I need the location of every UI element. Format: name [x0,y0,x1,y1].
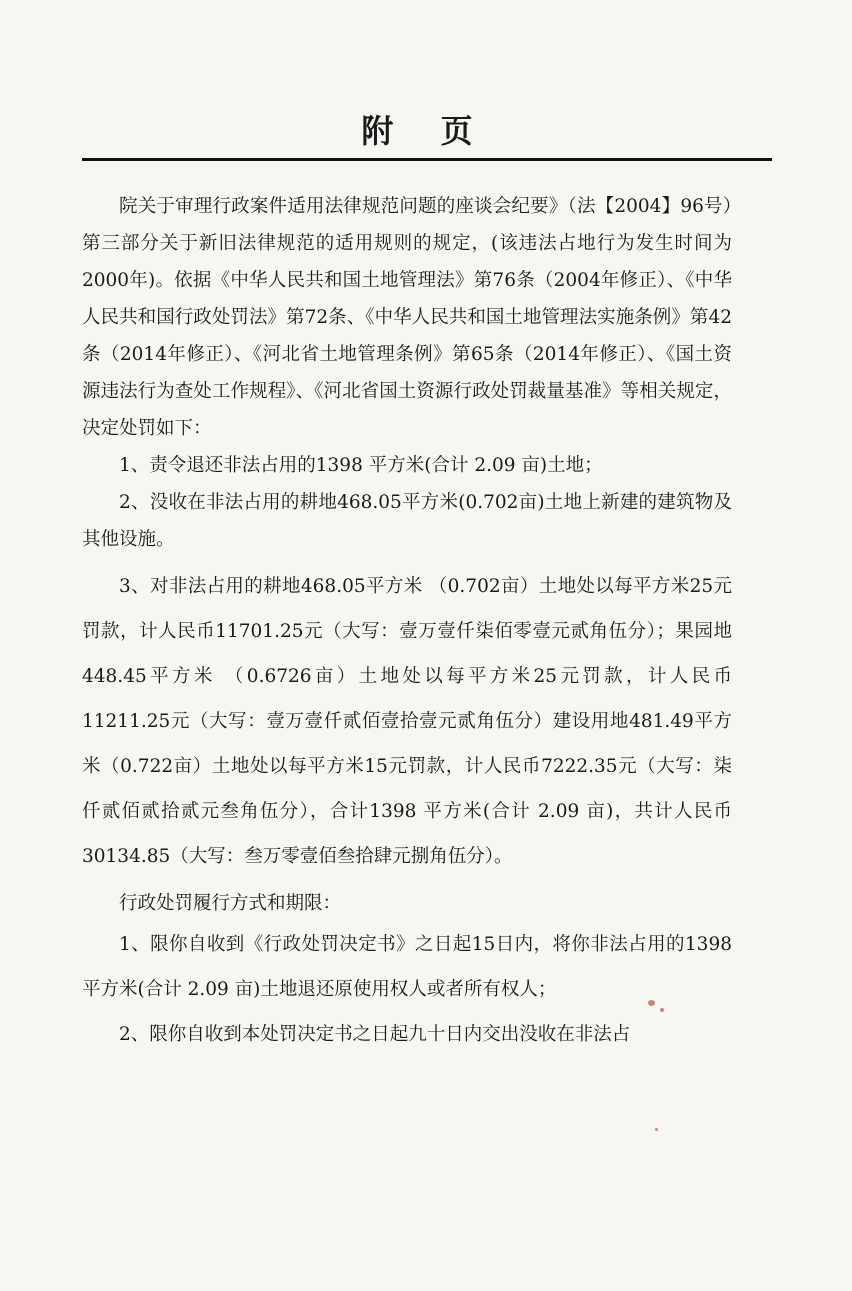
execution-item-2: 2、限你自收到本处罚决定书之日起九十日内交出没收在非法占 [119,1024,631,1045]
red-ink-stain [655,1128,658,1131]
document-body [82,188,732,1057]
red-ink-stain [648,1000,655,1006]
penalty-item-1: 1、责令退还非法占用的1398 平方米(合计 2.09 亩)土地； [119,455,603,476]
execution-heading: 行政处罚履行方式和期限： [119,893,342,914]
penalty-item-2: 2、没收在非法占用的耕地468.05平方米(0.702亩)土地上新建的建筑物及其他设施。 [82,492,732,550]
penalty-item-3: 3、对非法占用的耕地468.05平方米 （0.702亩）土地处以每平方米25元罚款，计人民币11701.25元（大写：壹万壹仟柒佰零壹元贰角伍分）；果园地448.45平方米 （0.6726亩）土地处以每平方米25元罚款，计人民币11211.25元（大写：壹万壹仟贰佰壹拾壹元贰角伍分）建设用地481.49平方米（0.722亩）土地处以每平方米15元罚款，计人民币7222.35元（大写：柒仟贰佰贰拾贰元叁角伍分），合计1398 平方米(合计 2.09 亩)，共计人民币30134.85（大写：叁万零壹佰叁拾肆元捌角伍分）。 [82,576,732,867]
legal-basis-paragraph: 院关于审理行政案件适用法律规范问题的座谈会纪要》（法【2004】96号）第三部分关于新旧法律规范的适用规则的规定，(该违法占地行为发生时间为2000年)。依据《中华人民共和国土地管理法》第76条（2004年修正）、《中华人民共和国行政处罚法》第72条、《中华人民共和国土地管理法实施条例》第42条（2014年修正）、《河北省土地管理条例》第65条（2014年修正）、《国土资源违法行为查处工作规程》、《河北省国土资源行政处罚裁量基准》等相关规定，决定处罚如下： [82,196,732,439]
execution-item-1: 1、限你自收到《行政处罚决定书》之日起15日内，将你非法占用的1398平方米(合计 2.09 亩)土地退还原使用权人或者所有权人； [82,934,732,1000]
page-title: 附 页 [361,112,491,150]
red-ink-stain [660,1008,664,1012]
title-underline [82,158,772,161]
